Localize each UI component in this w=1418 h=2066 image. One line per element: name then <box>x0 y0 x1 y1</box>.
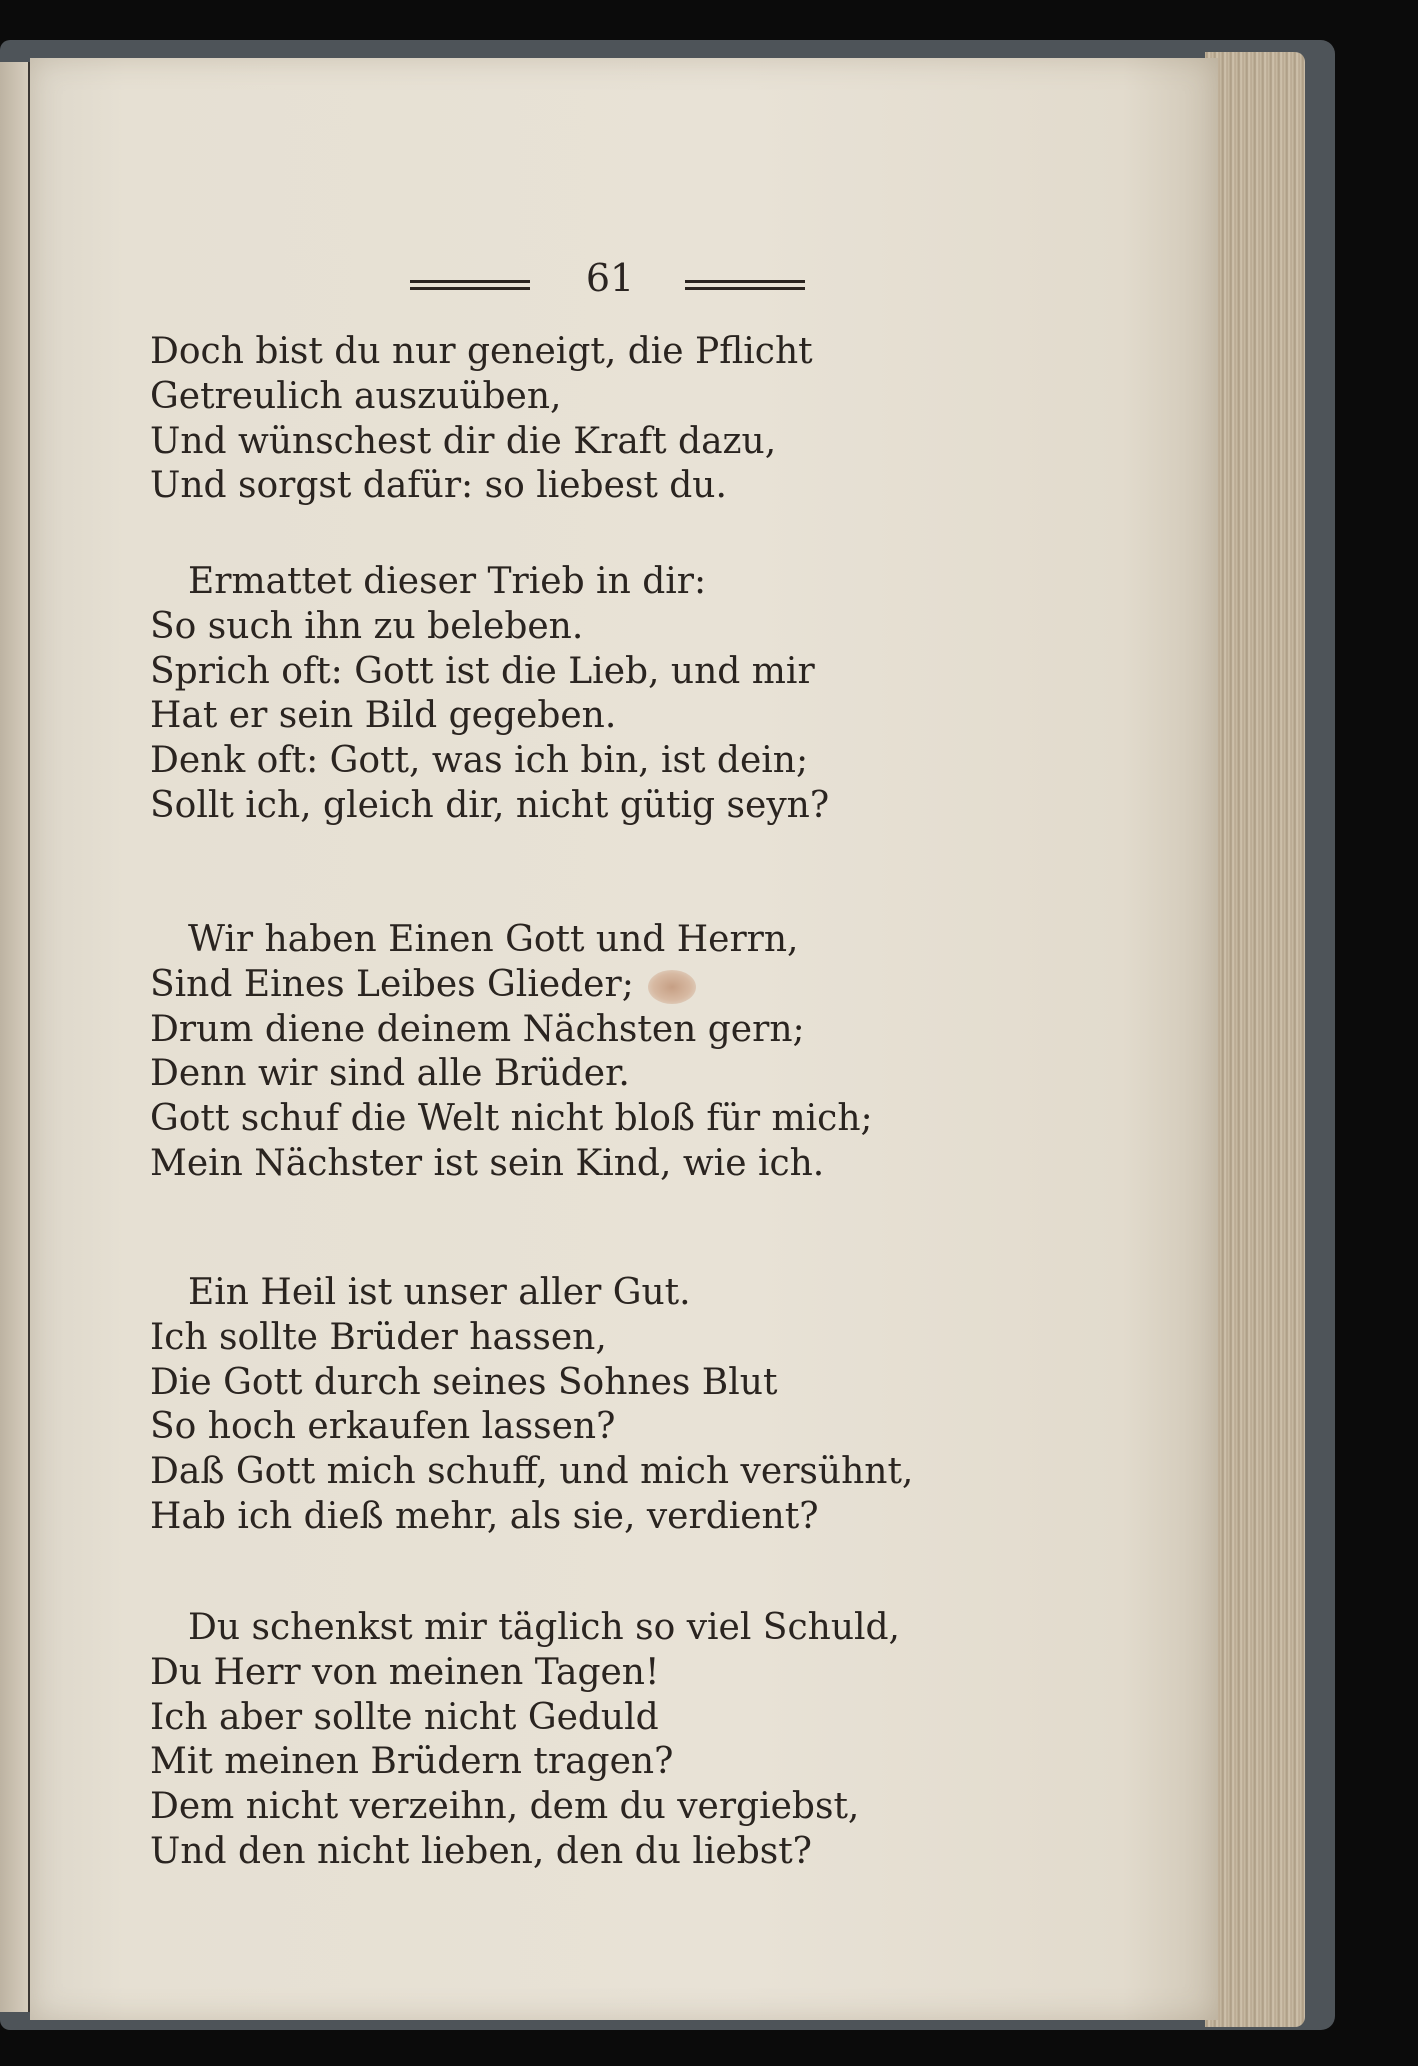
verse-line: Mit meinen Brüdern tragen? <box>150 1741 674 1783</box>
verse-line: Die Gott durch seines Sohnes Blut <box>150 1361 778 1403</box>
page-edges <box>1205 52 1305 2027</box>
stanza-4 <box>150 1271 914 1540</box>
stanza-5 <box>150 1606 910 1875</box>
verse-line: Und den nicht lieben, den du liebst? <box>150 1830 812 1872</box>
verse-line: Und sorgst dafür: so liebest du. <box>150 465 727 507</box>
stanza-2 <box>150 560 910 829</box>
verse-line: Gott schuf die Welt nicht bloß für mich; <box>150 1098 873 1140</box>
verse-line: Denk oft: Gott, was ich bin, ist dein; <box>150 740 809 782</box>
verse-line: Daß Gott mich schuff, und mich versühnt, <box>150 1451 914 1493</box>
verse-line: Und wünschest dir die Kraft dazu, <box>150 420 777 462</box>
verse-line: Sollt ich, gleich dir, nicht gütig seyn? <box>150 784 830 826</box>
verse-line: Du schenkst mir täglich so viel Schuld, <box>188 1607 901 1648</box>
verse-line: Sind Eines Leibes Glieder; <box>150 963 634 1005</box>
verse-line: Dem nicht verzeihn, dem du vergiebst, <box>150 1786 860 1828</box>
verse-line: Doch bist du nur geneigt, die Pflicht <box>150 331 813 372</box>
verse-line: Hat er sein Bild gegeben. <box>150 695 617 737</box>
verse-line: Getreulich auszuüben, <box>150 375 562 417</box>
header-rule-left <box>410 280 530 290</box>
verse-line: Ermattet dieser Trieb in dir: <box>188 561 707 602</box>
verse-line: Ich sollte Brüder hassen, <box>150 1316 607 1358</box>
book-page <box>30 58 1218 2020</box>
verse-line: Drum diene deinem Nächsten gern; <box>150 1008 805 1050</box>
verse-line: Hab ich dieß mehr, als sie, verdient? <box>150 1495 819 1537</box>
verse-line: So hoch erkaufen lassen? <box>150 1406 616 1448</box>
page-header <box>410 256 810 316</box>
verse-line: Mein Nächster ist sein Kind, wie ich. <box>150 1142 825 1184</box>
facing-page-edge <box>0 62 28 2012</box>
stanza-1 <box>150 330 910 509</box>
stanza-3 <box>150 918 910 1187</box>
page-number: 61 <box>585 256 635 300</box>
header-rule-right <box>685 280 805 290</box>
verse-line: Denn wir sind alle Brüder. <box>150 1053 630 1095</box>
verse-line: Wir haben Einen Gott und Herrn, <box>188 919 799 960</box>
verse-line: Ein Heil ist unser aller Gut. <box>188 1272 691 1313</box>
verse-line: Ich aber sollte nicht Geduld <box>150 1696 659 1738</box>
verse-line: Sprich oft: Gott ist die Lieb, und mir <box>150 650 815 692</box>
verse-line: So such ihn zu beleben. <box>150 605 584 647</box>
verse-line: Du Herr von meinen Tagen! <box>150 1651 660 1693</box>
